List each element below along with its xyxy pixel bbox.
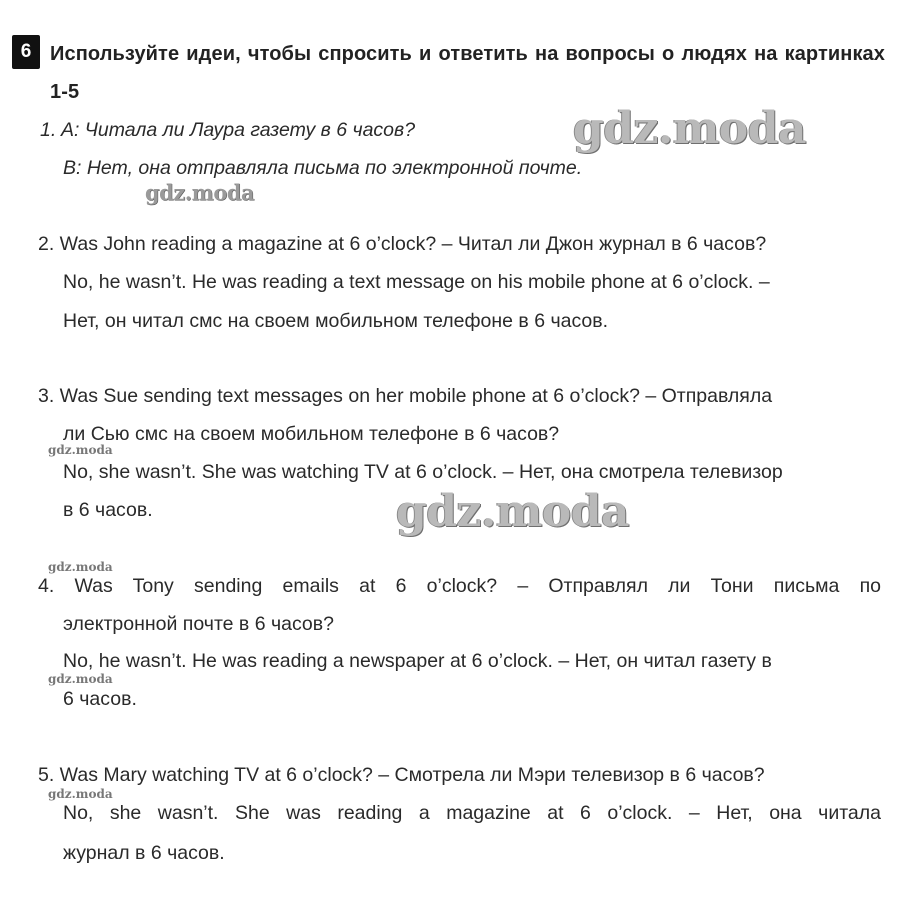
item-4-answer-line-2: 6 часов.	[63, 688, 137, 710]
item-2-question: 2. Was John reading a magazine at 6 o’clock? – Читал ли Джон журнал в 6 часов?	[38, 233, 767, 255]
item-4-question-line-1: 4. Was Tony sending emails at 6 o’clock? – Отправлял ли Тони письма по	[38, 575, 881, 597]
item-3-answer-line-1: No, she wasn’t. She was watching TV at 6 o’clock. – Нет, она смотрела телевизор	[63, 461, 783, 483]
item-5-question: 5. Was Mary watching TV at 6 o’clock? – Смотрела ли Мэри телевизор в 6 часов?	[38, 764, 765, 786]
watermark-logo: gdz.moda	[396, 486, 630, 537]
item-1-question: 1. A: Читала ли Лаура газету в 6 часов?	[40, 119, 416, 141]
item-3-question-line-1: 3. Was Sue sending text messages on her mobile phone at 6 o’clock? – Отправляла	[38, 385, 773, 407]
item-4-question-line-2: электронной почте в 6 часов?	[63, 613, 334, 635]
task-number-badge: 6	[12, 35, 40, 69]
item-5-answer-line-2: журнал в 6 часов.	[63, 842, 225, 864]
watermark-logo: gdz.moda	[48, 672, 113, 686]
watermark-logo: gdz.moda	[145, 180, 255, 205]
item-1-answer: B: Нет, она отправляла письма по электронной почте.	[63, 157, 583, 179]
item-2-answer-line-2: Нет, он читал смс на своем мобильном телефоне в 6 часов.	[63, 310, 609, 332]
watermark-logo: gdz.moda	[48, 560, 113, 574]
item-3-question-line-2: ли Сью смс на своем мобильном телефоне в 6 часов?	[63, 423, 560, 445]
item-5-answer-line-1: No, she wasn’t. She was reading a magazine at 6 o’clock. – Нет, она читала	[63, 802, 881, 824]
item-2-answer-line-1: No, he wasn’t. He was reading a text message on his mobile phone at 6 o’clock. –	[63, 271, 770, 293]
watermark-logo: gdz.moda	[48, 787, 113, 801]
watermark-logo: gdz.moda	[573, 103, 807, 154]
item-3-answer-line-2: в 6 часов.	[63, 499, 153, 521]
watermark-logo: gdz.moda	[48, 443, 113, 457]
task-title: Используйте идеи, чтобы спросить и ответить на вопросы о людях на картинках 1-5	[50, 43, 885, 103]
item-4-answer-line-1: No, he wasn’t. He was reading a newspaper at 6 o’clock. – Нет, он читал газету в	[63, 650, 772, 672]
